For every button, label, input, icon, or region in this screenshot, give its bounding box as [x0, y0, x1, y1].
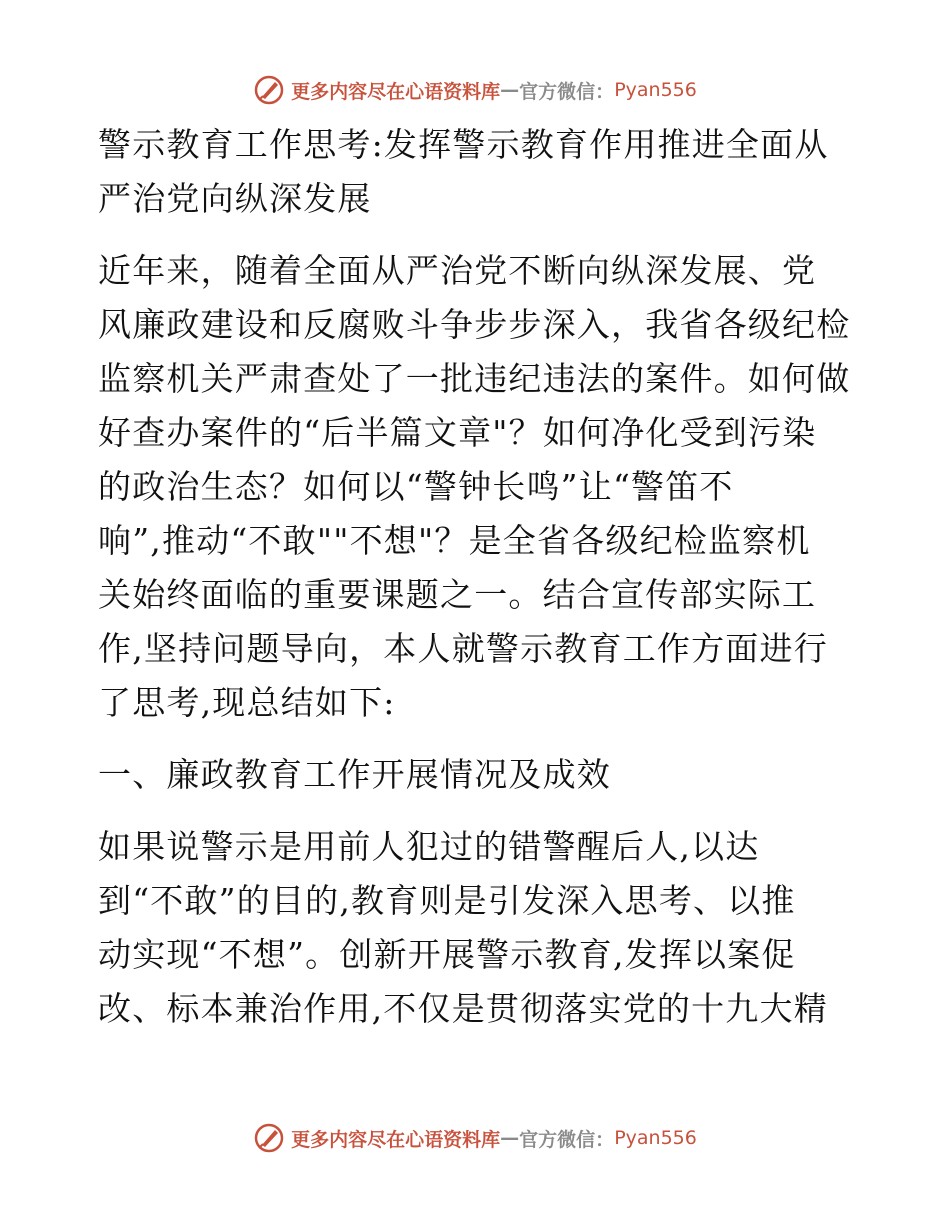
quill-pen-logo-icon: [253, 74, 285, 106]
watermark-dash: —: [500, 79, 520, 101]
paragraph-line: 监察机关严肃查处了一批违纪违法的案件。如何做: [98, 359, 851, 398]
section-heading: 一、廉政教育工作开展情况及成效: [98, 755, 611, 794]
paragraph-line: 风廉政建设和反腐败斗争步步深入，我省各级纪检: [98, 305, 851, 344]
paragraph-line: 的政治生态？如何以“警钟长鸣”让“警笛不: [98, 467, 734, 506]
watermark-dash: —: [500, 1127, 520, 1149]
document-title: [98, 118, 850, 226]
watermark-wechat-label: 官方微信：: [519, 80, 615, 103]
paragraph-line: 如果说警示是用前人犯过的错警醒后人,以达: [98, 827, 760, 866]
paragraph-line: 作,坚持问题导向，本人就警示教育工作方面进行: [98, 629, 828, 668]
paragraph-line: 近年来，随着全面从严治党不断向纵深发展、党: [98, 251, 817, 290]
watermark-brand-text: 更多内容尽在心语资料库: [291, 80, 501, 103]
paragraph-line: 响”,推动“不敢""不想"？是全省各级纪检监察机: [98, 521, 811, 560]
paragraph-line: 动实现“不想”。创新开展警示教育,发挥以案促: [98, 935, 796, 974]
paragraph-intro: [98, 244, 850, 730]
watermark-banner-top: [0, 70, 950, 110]
watermark-account: Pyan556: [614, 79, 697, 101]
document-body: [98, 118, 850, 1036]
paragraph-line: 关始终面临的重要课题之一。结合宣传部实际工: [98, 575, 817, 614]
paragraph-line: 了思考,现总结如下:: [98, 683, 396, 722]
quill-pen-logo-icon: [253, 1122, 285, 1154]
title-line: 严治党向纵深发展: [98, 179, 372, 218]
title-line: 警示教育工作思考:发挥警示教育作用推进全面从: [98, 125, 829, 164]
watermark-wechat-label: 官方微信：: [519, 1128, 615, 1151]
watermark-brand-text: 更多内容尽在心语资料库: [291, 1128, 501, 1151]
paragraph-line: 改、标本兼治作用,不仅是贯彻落实党的十九大精: [98, 989, 828, 1028]
watermark-banner-bottom: [0, 1118, 950, 1158]
watermark-account: Pyan556: [614, 1127, 697, 1149]
paragraph-section-one: [98, 820, 850, 1036]
paragraph-line: 好查办案件的“后半篇文章"？如何净化受到污染: [98, 413, 817, 452]
paragraph-line: 到“不敢”的目的,教育则是引发深入思考、以推: [98, 881, 796, 920]
